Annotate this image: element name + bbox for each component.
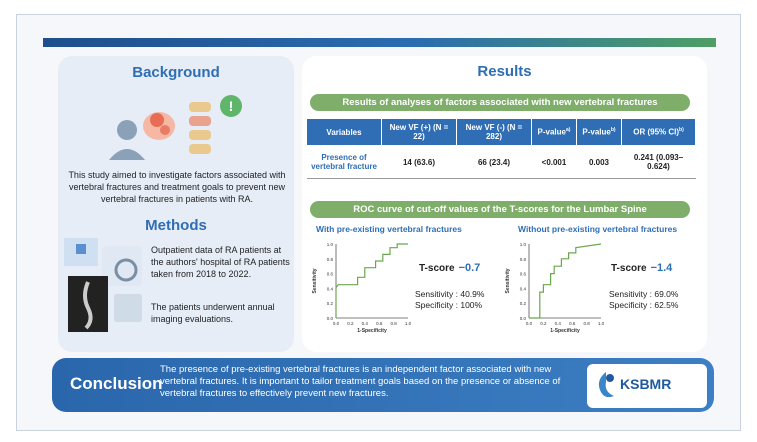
tscore-1: T-score −0.7 — [419, 262, 481, 274]
x-axis-label: 1-Specificity — [357, 328, 387, 334]
hospital-data-illustration — [62, 236, 148, 336]
y-tick-label: 0.0 — [519, 316, 526, 321]
ksbmr-logo-icon — [594, 370, 618, 402]
background-text: This study aimed to investigate factors associated with vertebral fractures and treatment goals to prevent new vertebral fractures in patients with RA. — [68, 170, 286, 204]
roc-curve-line — [529, 244, 601, 318]
table-header: New VF (+) (N = 22) — [382, 119, 457, 146]
y-tick-label: 0.4 — [519, 286, 526, 292]
table-cell: 14 (63.6) — [382, 146, 457, 179]
x-tick-label: 1.0 — [597, 321, 605, 326]
tscore-2: T-score −1.4 — [611, 262, 673, 274]
results-table — [306, 118, 696, 179]
database-icon — [114, 294, 142, 322]
table-cell: Presence of vertebral fracture — [307, 146, 382, 179]
x-axis-label: 1-Specificity — [550, 328, 580, 334]
y-axis-label: Sensitivity — [312, 268, 318, 294]
table-cell: <0.001 — [532, 146, 577, 179]
x-tick-label: 0.8 — [390, 321, 397, 326]
x-tick-label: 0.4 — [361, 321, 368, 326]
y-tick-label: 0.8 — [519, 256, 526, 262]
x-tick-label: 0.8 — [583, 321, 590, 326]
y-axis-label: Sensitivity — [505, 268, 511, 294]
roc-chart-2 — [503, 238, 609, 342]
table-cell: 66 (23.4) — [457, 146, 532, 179]
table-row — [307, 146, 696, 179]
stats-1: Sensitivity : 40.9% Specificity : 100% — [415, 289, 485, 310]
inflammation-icon — [150, 113, 164, 127]
y-tick-label: 0.2 — [519, 301, 526, 307]
table-header: New VF (-) (N = 282) — [457, 119, 532, 146]
x-tick-label: 0.4 — [554, 321, 561, 326]
conclusion-text: The presence of pre-existing vertebral fractures is an independent factor associated with new vertebral fractures. It is important to tailor treatment goals based on the presence or absence of vertebral fractures to effectively prevent new fractures. — [160, 364, 561, 399]
y-tick-label: 0.6 — [519, 271, 526, 277]
background-title: Background — [132, 64, 220, 81]
methods-title: Methods — [145, 217, 207, 234]
top-accent-bar — [43, 38, 716, 47]
table-cell: 0.241 (0.093–0.624) — [622, 146, 696, 179]
person-head-icon — [117, 120, 137, 140]
y-tick-label: 1.0 — [326, 242, 333, 247]
table-header: P-value$^{a)}$ — [532, 119, 577, 146]
rheumatoid-hand-illustration — [103, 86, 253, 166]
x-tick-label: 0.0 — [332, 321, 340, 326]
roc-title-bar: ROC curve of cut-off values of the T-scores for the Lumbar Spine — [310, 201, 690, 218]
y-tick-label: 1.0 — [519, 242, 526, 247]
table-cell: 0.003 — [577, 146, 622, 179]
x-tick-label: 0.6 — [569, 321, 576, 326]
y-tick-label: 0.2 — [326, 301, 333, 307]
x-tick-label: 1.0 — [404, 321, 412, 326]
table-title-bar: Results of analyses of factors associated with new vertebral fractures — [310, 94, 690, 111]
y-tick-label: 0.8 — [326, 256, 333, 262]
roc-chart-1-title: With pre-existing vertebral fractures — [316, 224, 462, 234]
methods-text-1: Outpatient data of RA patients at the authors' hospital of RA patients taken from 2018 to 2022. — [151, 245, 290, 279]
results-title: Results — [477, 63, 532, 80]
ksbmr-logo-text: KSBMR — [620, 376, 672, 392]
y-tick-label: 0.0 — [326, 316, 333, 321]
table-header: Variables — [307, 119, 382, 146]
roc-chart-2-title: Without pre-existing vertebral fractures — [518, 224, 678, 234]
y-tick-label: 0.6 — [326, 271, 333, 277]
x-tick-label: 0.6 — [376, 321, 383, 326]
x-tick-label: 0.2 — [540, 321, 547, 326]
vertebra-icon — [189, 102, 211, 112]
svg-text:!: ! — [228, 98, 234, 114]
x-tick-label: 0.2 — [347, 321, 354, 326]
table-header: P-value$^{b)}$ — [577, 119, 622, 146]
conclusion-title: Conclusion — [70, 374, 163, 393]
person-body-icon — [109, 149, 145, 160]
x-tick-label: 0.0 — [525, 321, 533, 326]
roc-chart-1 — [310, 238, 416, 342]
stats-2: Sensitivity : 69.0% Specificity : 62.5% — [609, 289, 679, 310]
roc-curve-line — [336, 244, 408, 318]
table-header-row — [307, 119, 696, 146]
y-tick-label: 0.4 — [326, 286, 333, 292]
methods-text-2: The patients underwent annual imaging evaluations. — [151, 302, 275, 324]
table-header: OR (95% CI)$^{b)}$ — [622, 119, 696, 146]
